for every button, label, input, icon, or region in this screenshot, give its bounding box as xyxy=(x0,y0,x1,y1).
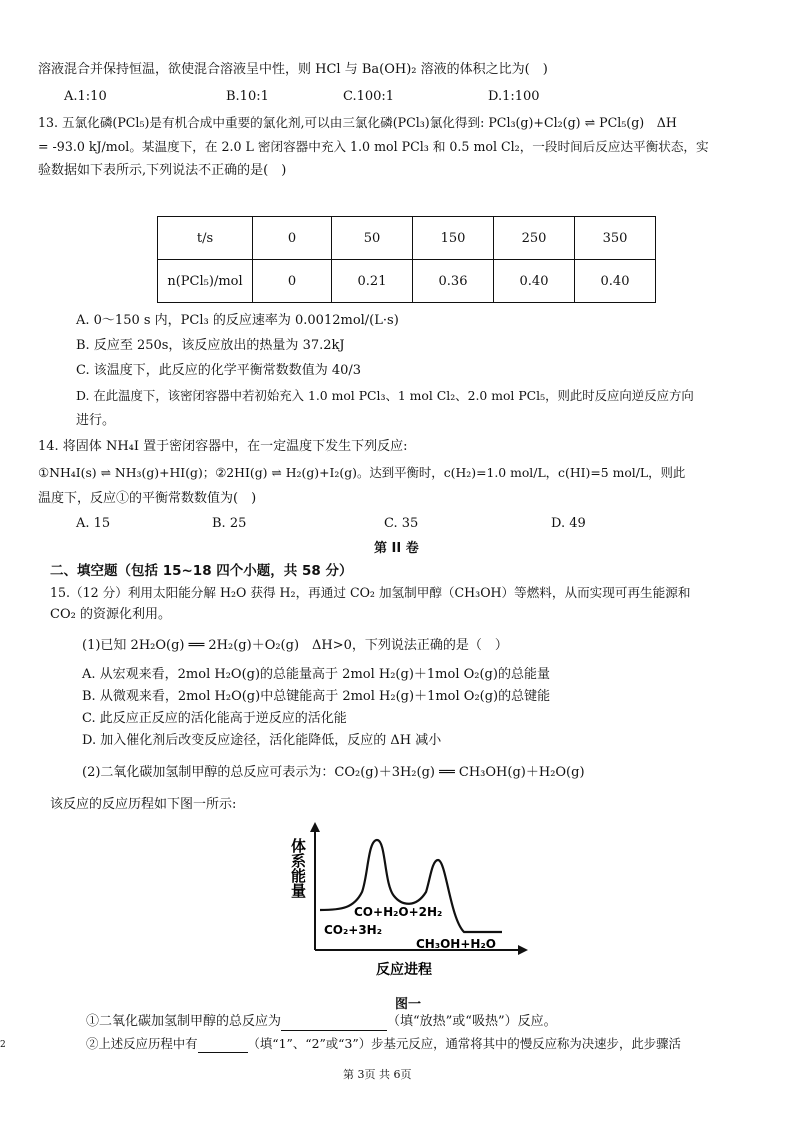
q15-part1: (1)已知 2H₂O(g) ══ 2H₂(g)＋O₂(g) ΔH>0，下列说法正确的是（ ） xyxy=(82,638,508,653)
q14-line1: 14. 将固体 NH₄I 置于密闭容器中，在一定温度下发生下列反应: xyxy=(38,439,408,454)
label-products: CH₃OH+H₂O xyxy=(416,937,496,951)
q14-option-c: C. 35 xyxy=(384,516,419,531)
table-cell: 50 xyxy=(332,217,413,260)
label-reactants: CO₂+3H₂ xyxy=(324,923,382,937)
q14-option-a: A. 15 xyxy=(76,516,111,531)
answer-blank-1[interactable] xyxy=(281,1016,387,1031)
q15-sub1 xyxy=(86,1013,557,1031)
q15-part1-option-b: B. 从微观来看，2mol H₂O(g)中总键能高于 2mol H₂(g)＋1mol O₂(g)的总键能 xyxy=(82,689,551,704)
table-cell: 0 xyxy=(253,217,332,260)
section-title: 第 II 卷 xyxy=(374,541,419,556)
x-axis-arrow xyxy=(518,945,528,955)
q12-option-b: B.10:1 xyxy=(226,89,269,104)
q12-option-a: A.1:10 xyxy=(64,89,107,104)
q13-option-b: B. 反应至 250s，该反应放出的热量为 37.2kJ xyxy=(76,338,345,353)
q15-part2-intro: 该反应的反应历程如下图一所示: xyxy=(50,797,237,812)
q15-sub2-prefix: ②上述反应历程中有 xyxy=(86,1036,198,1051)
q15-line2: CO₂ 的资源化利用。 xyxy=(50,607,171,622)
table-row xyxy=(158,260,656,303)
q15-sub2 xyxy=(86,1035,681,1053)
q14-line3: 温度下，反应①的平衡常数数值为( ) xyxy=(38,491,257,506)
table-cell: t/s xyxy=(158,217,253,260)
answer-blank-2[interactable] xyxy=(198,1038,248,1053)
x-axis-label: 反应进程 xyxy=(376,962,432,978)
table-cell: 250 xyxy=(494,217,575,260)
margin-mark: 2 xyxy=(0,1040,6,1050)
section-heading: 二、填空题（包括 15~18 四个小题，共 58 分） xyxy=(50,563,353,579)
q15-sub1-suffix: （填“放热”或“吸热”）反应。 xyxy=(387,1014,557,1029)
q15-part2: (2)二氧化碳加氢制甲醇的总反应可表示为：CO₂(g)＋3H₂(g) ══ CH₃OH(g)＋H₂O(g) xyxy=(82,765,585,780)
q14-option-d: D. 49 xyxy=(551,516,586,531)
q13-line1: 13. 五氯化磷(PCl₅)是有机合成中重要的氯化剂,可以由三氯化磷(PCl₃)氯化得到: PCl₃(g)+Cl₂(g) ⇌ PCl₅(g) ΔH xyxy=(38,115,677,130)
energy-profile-diagram xyxy=(280,818,540,980)
q15-line1: 15.（12 分）利用太阳能分解 H₂O 获得 H₂，再通过 CO₂ 加氢制甲醇（CH₃OH）等燃料，从而实现可再生能源和 xyxy=(50,585,691,600)
q14-line2: ①NH₄I(s) ⇌ NH₃(g)+HI(g)；②2HI(g) ⇌ H₂(g)+I₂(g)。达到平衡时，c(H₂)=1.0 mol/L，c(HI)=5 mol/L，则此 xyxy=(38,465,686,480)
table-cell: 150 xyxy=(413,217,494,260)
figure-caption: 图一 xyxy=(395,997,422,1012)
table-cell: 350 xyxy=(575,217,656,260)
q13-option-a: A. 0～150 s 内，PCl₃ 的反应速率为 0.0012mol/(L·s) xyxy=(76,313,399,328)
q12-tail: 溶液混合并保持恒温，欲使混合溶液呈中性，则 HCl 与 Ba(OH)₂ 溶液的体积之比为( ) xyxy=(38,62,548,77)
table-cell: 0.40 xyxy=(494,260,575,303)
table-cell: n(PCl₅)/mol xyxy=(158,260,253,303)
table-row xyxy=(158,217,656,260)
table-cell: 0.40 xyxy=(575,260,656,303)
q15-part1-option-d: D. 加入催化剂后改变反应途径，活化能降低，反应的 ΔH 减小 xyxy=(82,733,442,748)
q13-line3: 验数据如下表所示,下列说法不正确的是( ) xyxy=(38,163,287,178)
label-intermediate: CO+H₂O+2H₂ xyxy=(354,905,443,919)
q13-line2: = -93.0 kJ/mol。某温度下，在 2.0 L 密闭容器中充入 1.0 mol PCl₃ 和 0.5 mol Cl₂，一段时间后反应达平衡状态，实 xyxy=(38,139,709,154)
table-cell: 0.36 xyxy=(413,260,494,303)
y-axis-label: 体系能量 xyxy=(289,838,307,898)
q13-data-table xyxy=(157,216,656,303)
q15-sub1-prefix: ①二氧化碳加氢制甲醇的总反应为 xyxy=(86,1014,282,1029)
q15-part1-option-c: C. 此反应正反应的活化能高于逆反应的活化能 xyxy=(82,711,347,726)
q12-option-c: C.100:1 xyxy=(343,89,395,104)
q15-part1-option-a: A. 从宏观来看，2mol H₂O(g)的总能量高于 2mol H₂(g)＋1mol O₂(g)的总能量 xyxy=(82,667,550,682)
table-cell: 0.21 xyxy=(332,260,413,303)
q13-option-c: C. 该温度下，此反应的化学平衡常数数值为 40/3 xyxy=(76,363,362,378)
table-cell: 0 xyxy=(253,260,332,303)
q13-option-d-cont: 进行。 xyxy=(76,413,116,428)
y-axis-arrow xyxy=(310,822,320,832)
q13-option-d: D. 在此温度下，该密闭容器中若初始充入 1.0 mol PCl₃、1 mol Cl₂、2.0 mol PCl₅，则此时反应向逆反应方向 xyxy=(76,388,694,403)
q14-option-b: B. 25 xyxy=(212,516,247,531)
q15-sub2-suffix: （填“1”、“2”或“3”）步基元反应，通常将其中的慢反应称为决速步，此步骤活 xyxy=(247,1036,681,1051)
q12-option-d: D.1:100 xyxy=(488,89,540,104)
page-footer: 第 3页 共 6页 xyxy=(343,1068,412,1081)
